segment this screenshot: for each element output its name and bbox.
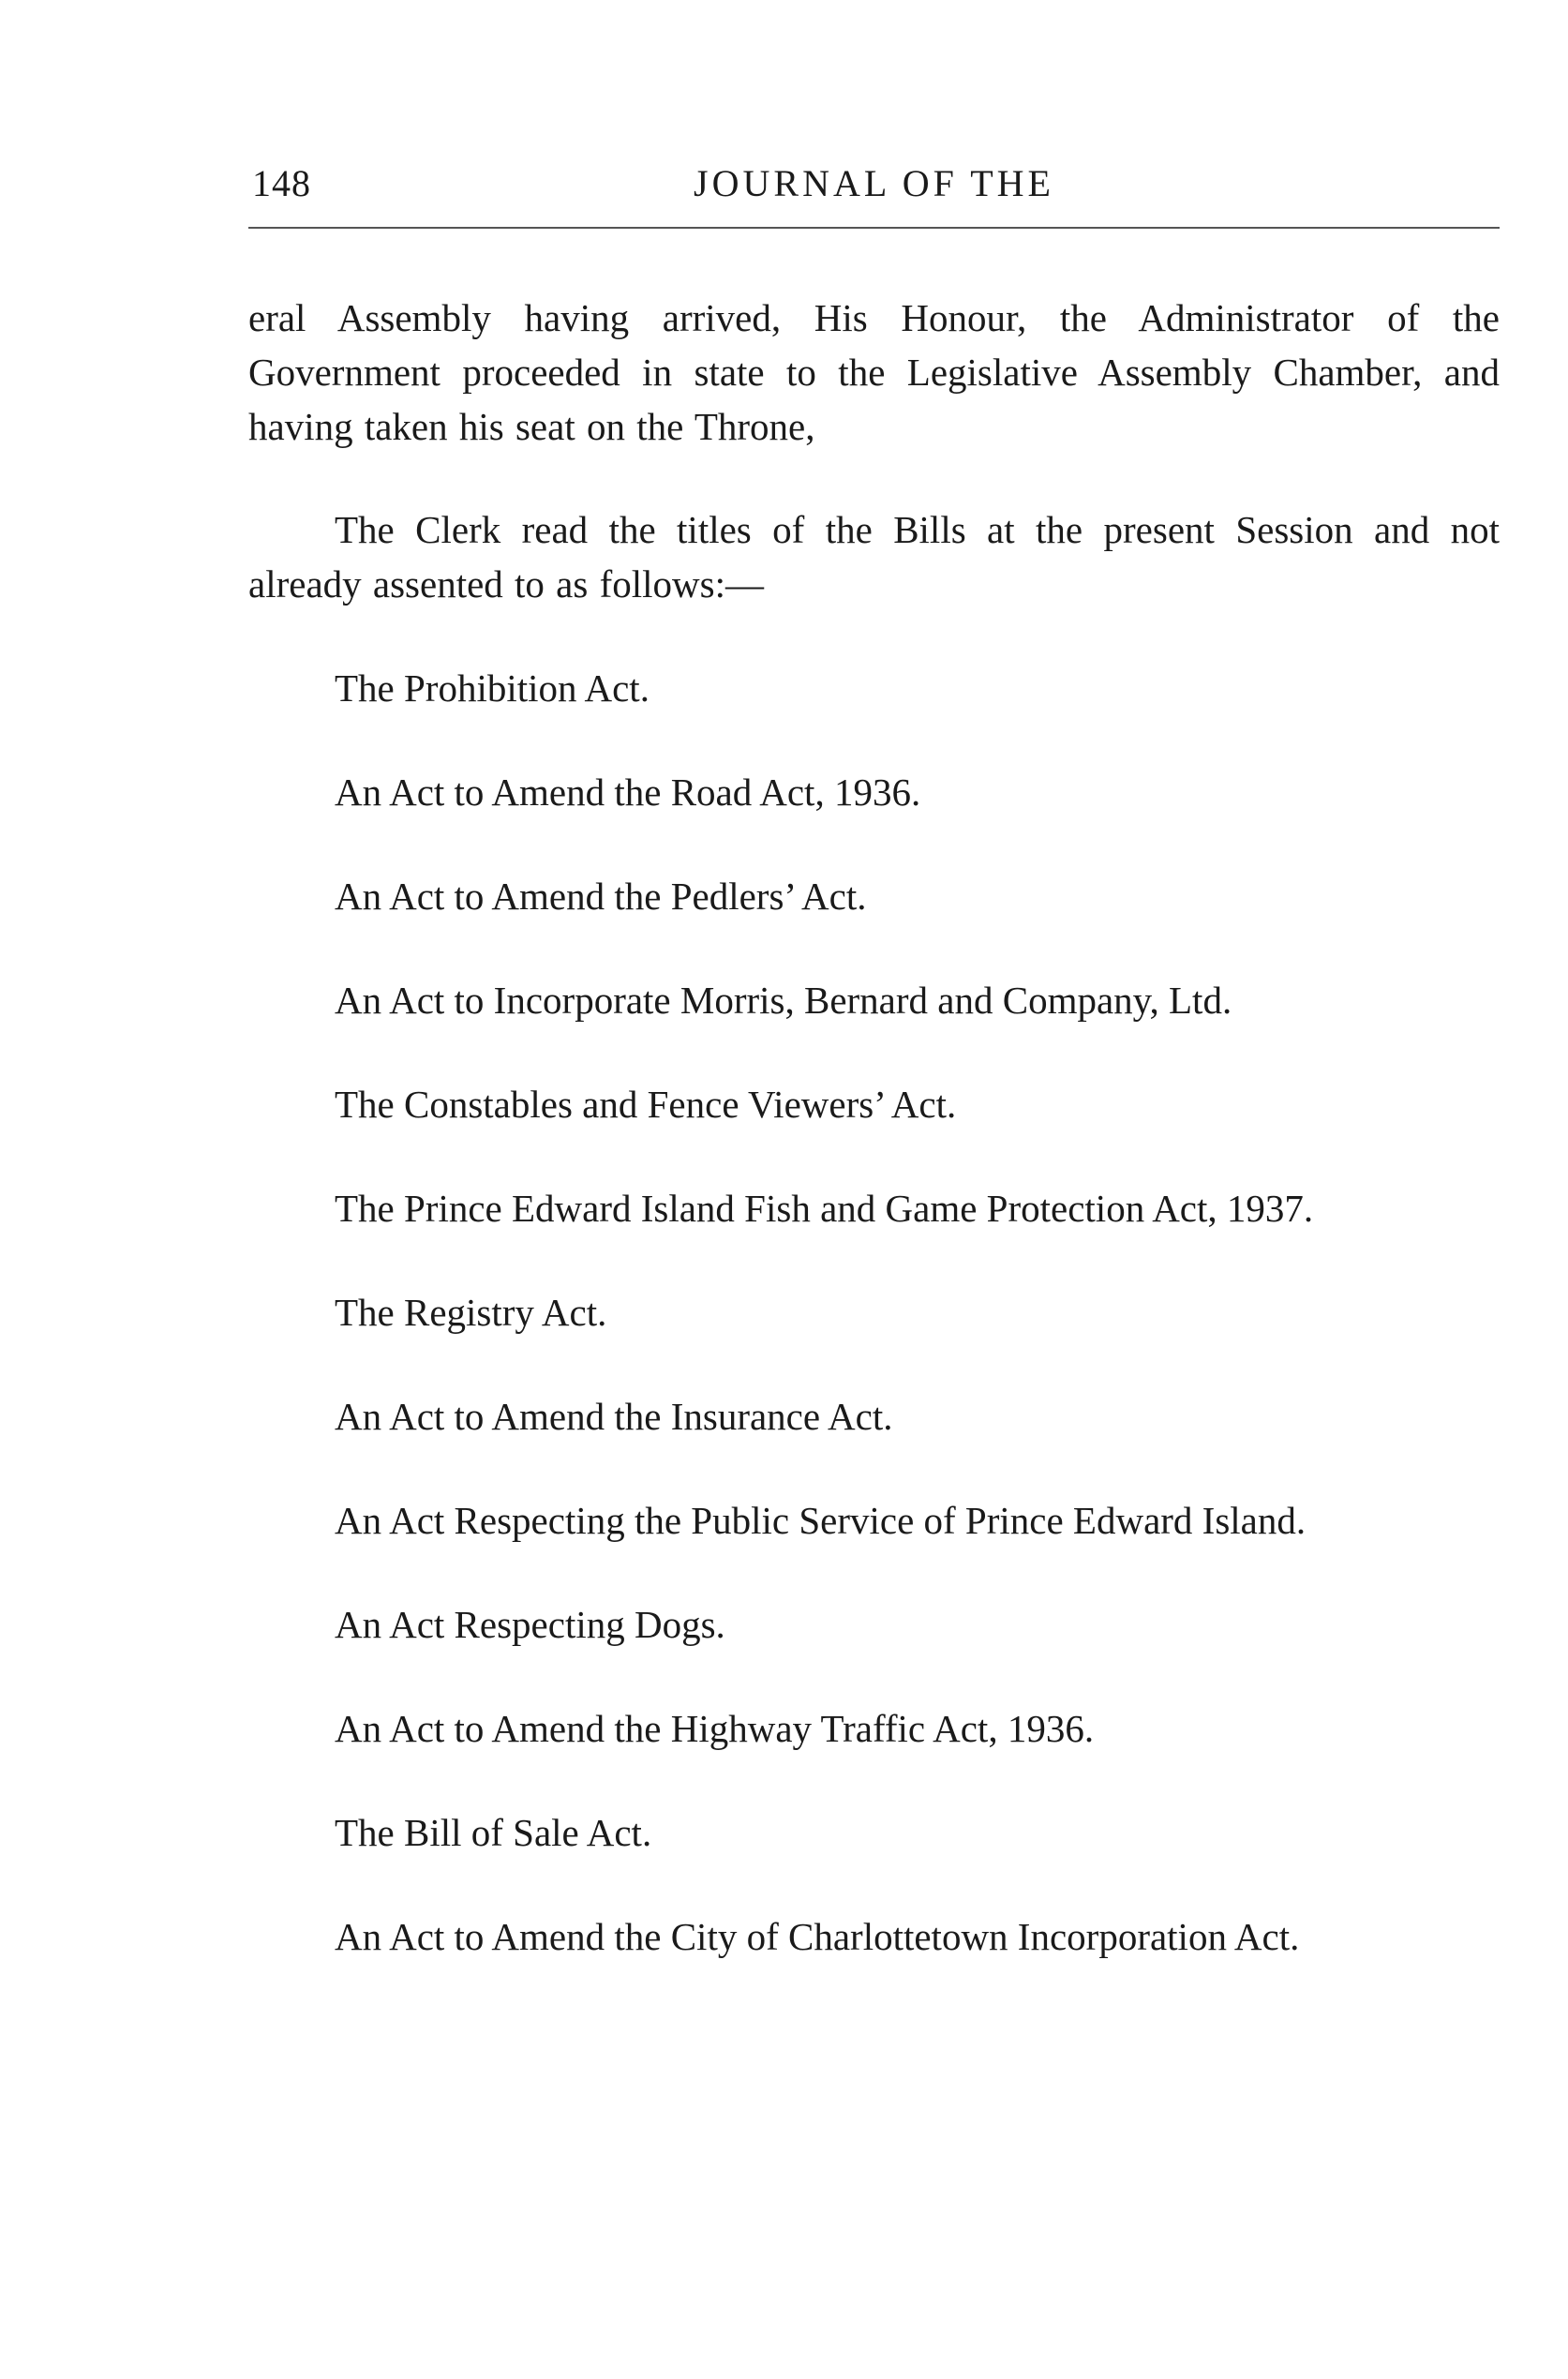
bill-title: An Act to Amend the Highway Traffic Act, 1936.: [335, 1707, 1095, 1750]
bill-title: The Bill of Sale Act.: [335, 1811, 652, 1854]
bill-title: The Prohibition Act.: [335, 666, 650, 710]
header-rule: [248, 227, 1500, 229]
bill-title: An Act to Amend the Insurance Act.: [335, 1395, 893, 1438]
bill-title: An Act Respecting Dogs.: [335, 1603, 725, 1646]
bill-title: An Act to Amend the City of Charlottetown Incorporation Act.: [335, 1915, 1300, 1958]
bill-title: The Prince Edward Island Fish and Game Protection Act, 1937.: [335, 1187, 1314, 1230]
page-body: [248, 291, 1500, 1964]
bill-title: An Act to Amend the Pedlers’ Act.: [335, 875, 867, 918]
bill-title: The Registry Act.: [335, 1291, 607, 1334]
opening-paragraph: eral Assembly having arrived, His Honour, the Administrator of the Government proceeded in state to the Legislative Assembly Chamber, and having taken his seat on the Throne,: [248, 296, 1500, 448]
bill-title: An Act Respecting the Public Service of Prince Edward Island.: [335, 1499, 1307, 1542]
bill-title: An Act to Amend the Road Act, 1936.: [335, 771, 921, 814]
bill-title: An Act to Incorporate Morris, Bernard and Company, Ltd.: [335, 979, 1232, 1022]
clerk-paragraph: The Clerk read the titles of the Bills at the present Session and not already assented to as follows:—: [248, 508, 1500, 606]
bill-title: The Constables and Fence Viewers’ Act.: [335, 1083, 957, 1126]
journal-page: [248, 0, 1500, 2379]
page-number: 148: [252, 162, 311, 204]
running-title: JOURNAL OF THE: [694, 162, 1054, 204]
running-head: [248, 161, 1500, 208]
